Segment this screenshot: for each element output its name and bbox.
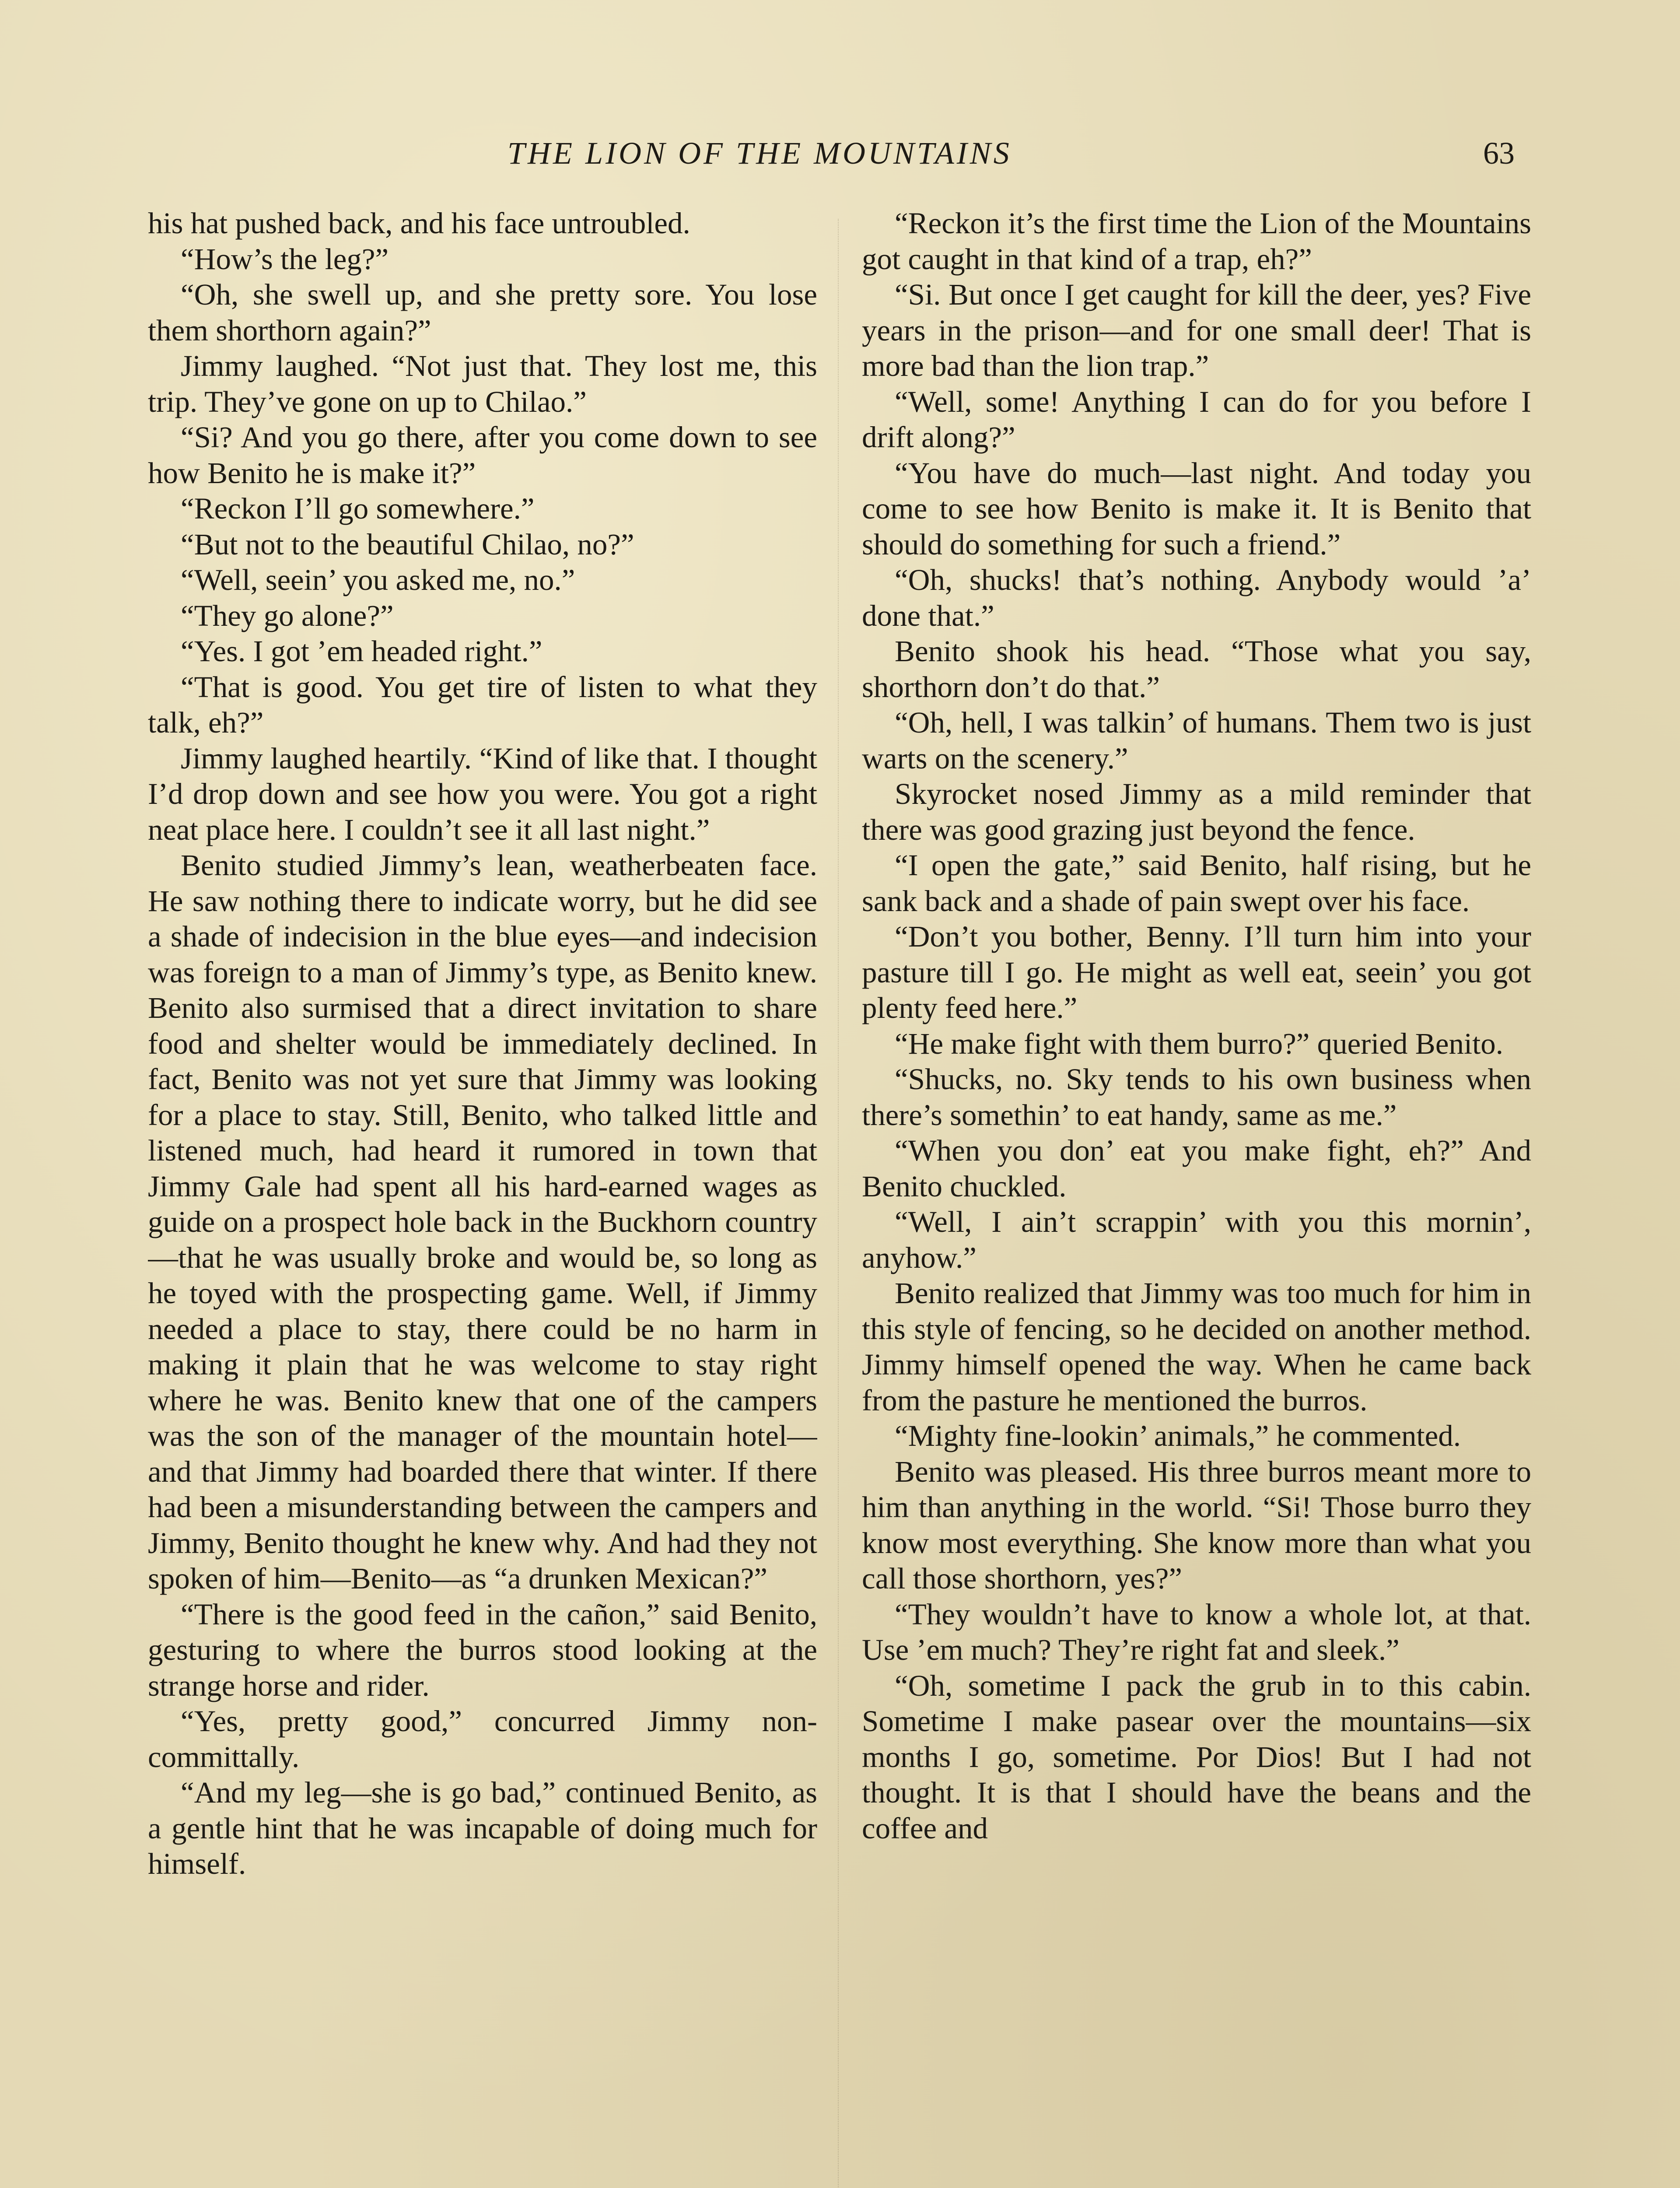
paragraph: Benito studied Jimmy’s lean, weatherbeaten face. He saw nothing there to indicate worry, but he did see a shade of indecision in the blue eyes—and indecision was foreign to a man of Jimmy’s type, as Benito knew. Benito also surmised that a direct invitation to share food and shelter would be immediately declined. In fact, Benito was not yet sure that Jimmy was looking for a place to stay. Still, Benito, who talked little and listened much, had heard it rumored in town that Jimmy Gale had spent all his hard-earned wages as guide on a prospect hole back in the Buckhorn country—that he was usually broke and would be, so long as he toyed with the prospecting game. Well, if Jimmy needed a place to stay, there could be no harm in making it plain that he was welcome to stay right where he was. Benito knew that one of the campers was the son of the manager of the mountain hotel—and that Jimmy had boarded there that winter. If there had been a misunderstanding between the campers and Jimmy, Benito thought he knew why. And had they not spoken of him—Benito—as “a drunken Mexican?” [148,849,817,1595]
paragraph: Jimmy laughed. “Not just that. They lost me, this trip. They’ve gone on up to Chilao.” [148,349,817,418]
paragraph: “Reckon it’s the first time the Lion of the Mountains got caught in that kind of a trap, eh?” [862,207,1531,276]
column-gutter [838,219,839,2188]
paragraph: “Oh, hell, I was talkin’ of humans. Them two is just warts on the scenery.” [862,706,1531,775]
paragraph: “Well, some! Anything I can do for you before I drift along?” [862,385,1531,454]
paragraph: “Reckon I’ll go somewhere.” [181,492,535,525]
paragraph: “I open the gate,” said Benito, half rising, but he sank back and a shade of pain swept over his face. [862,849,1531,918]
paragraph: “He make fight with them burro?” queried Benito. [895,1027,1504,1060]
paragraph: “That is good. You get tire of listen to what they talk, eh?” [148,670,817,739]
paragraph: “Yes, pretty good,” concurred Jimmy noncommittally. [148,1704,817,1774]
paragraph: “Oh, sometime I pack the grub in to this cabin. Sometime I make pasear over the mountains—six months I go, sometime. Por Dios! But I had not thought. It is that I should have the beans and the coffee and [862,1669,1531,1845]
paragraph: Benito shook his head. “Those what you say, shorthorn don’t do that.” [862,635,1531,704]
paragraph: “And my leg—she is go bad,” continued Benito, as a gentle hint that he was incapable of doing much for himself. [148,1776,817,1880]
paragraph: “Yes. I got ’em headed right.” [181,635,542,668]
paragraph: “You have do much—last night. And today you come to see how Benito is make it. It is Benito that should do something for such a friend.” [862,456,1531,561]
paragraph: “There is the good feed in the cañon,” said Benito, gesturing to where the burros stood looking at the strange horse and rider. [148,1597,817,1702]
paragraph: “Mighty fine-lookin’ animals,” he commented. [895,1419,1461,1452]
paragraph: “Oh, she swell up, and she pretty sore. You lose them shorthorn again?” [148,278,817,347]
paragraph: Benito was pleased. His three burros meant more to him than anything in the world. “Si! Those burro they know most everything. She know more than what you call those shorthorn, yes?” [862,1455,1531,1595]
paragraph: “Shucks, no. Sky tends to his own business when there’s somethin’ to eat handy, same as me.” [862,1062,1531,1132]
paragraph: “But not to the beautiful Chilao, no?” [181,527,634,561]
paragraph: “How’s the leg?” [181,242,389,276]
paragraph: “They wouldn’t have to know a whole lot, at that. Use ’em much? They’re right fat and sleek.” [862,1597,1531,1666]
paragraph: “Si? And you go there, after you come down to see how Benito he is make it?” [148,421,817,490]
paragraph: “Si. But once I get caught for kill the deer, yes? Five years in the prison—and for one small deer! That is more bad than the lion trap.” [862,278,1531,382]
paragraph: “Don’t you bother, Benny. I’ll turn him into your pasture till I go. He might as well eat, seein’ you got plenty feed here.” [862,920,1531,1024]
paragraph: his hat pushed back, and his face untroubled. [148,207,690,240]
page-number: 63 [1483,136,1515,171]
paragraph: “Well, I ain’t scrappin’ with you this mornin’, anyhow.” [862,1205,1531,1274]
right-column [862,206,1531,2188]
paragraph: Jimmy laughed heartily. “Kind of like that. I thought I’d drop down and see how you were. You got a right neat place here. I couldn’t see it all last night.” [148,741,817,846]
paragraph: “When you don’ eat you make fight, eh?” And Benito chuckled. [862,1134,1531,1203]
running-head [0,127,1680,179]
paragraph: “They go alone?” [181,599,394,632]
running-title: THE LION OF THE MOUNTAINS [508,136,1012,171]
paragraph: Skyrocket nosed Jimmy as a mild reminder that there was good grazing just beyond the fence. [862,777,1531,846]
left-column [148,206,817,2188]
paragraph: “Well, seein’ you asked me, no.” [181,563,575,596]
paragraph: “Oh, shucks! that’s nothing. Anybody would ’a’ done that.” [862,563,1531,632]
paragraph: Benito realized that Jimmy was too much for him in this style of fencing, so he decided on another method. Jimmy himself opened the way. When he came back from the pasture he mentioned the burros. [862,1276,1531,1417]
